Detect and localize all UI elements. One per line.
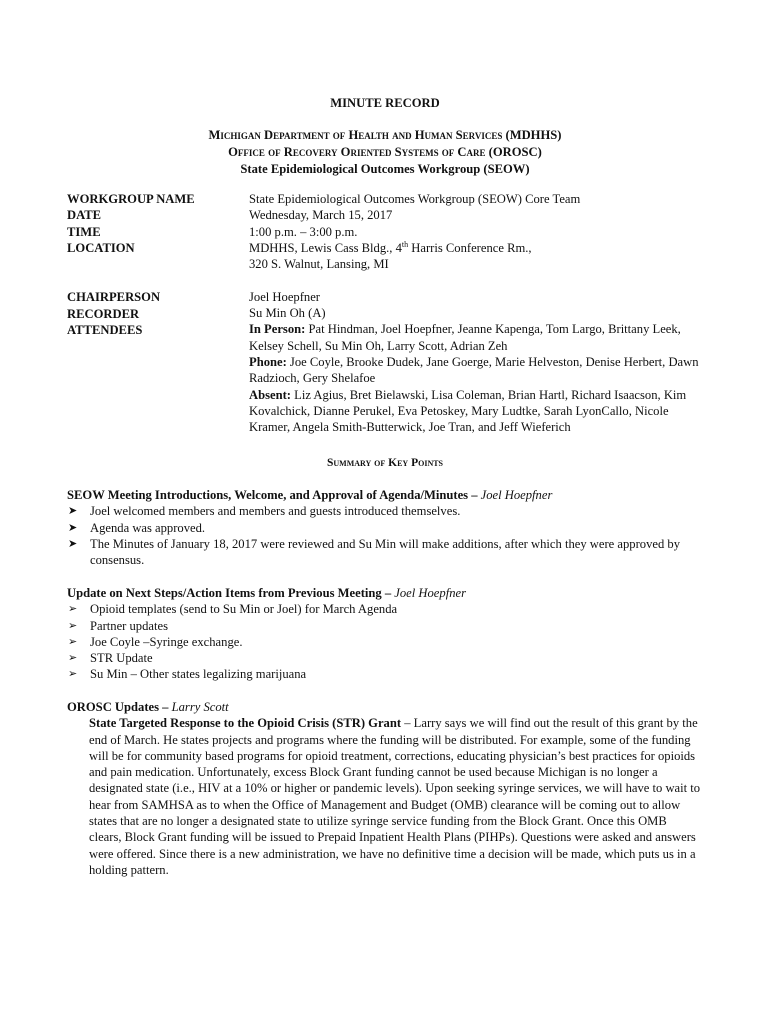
arrow-bullet-icon: ➢ <box>68 651 78 665</box>
arrow-bullet-icon: ➢ <box>68 602 78 616</box>
str-grant-paragraph: State Targeted Response to the Opioid Crisis (STR) Grant – Larry says we will find out the result of this grant by the end of March. He states projects and programs where the funding will be distributed. For example, some of the funding will be for community based programs for opioid treatment, corrections, educating physician’s best practices for opioids and pain medication. Unfortunately, excess Block Grant funding cannot be used because Michigan is no longer a designated state (i.e., HIV at a 10% or higher or pandemic levels). Upon seeking syringe services, we will have to wait to hear from SAMHSA as to when the Office of Management and Budget (OMB) clearance will be coming out to allow states that are no longer a designated state to utilize syringe service funding from the Block Grant. Once this OMB clears, Block Grant funding will be issued to Prepaid Inpatient Health Plans (PIHPs). Questions were asked and answers were offered. Since there is a new administration, we have no definitive time a decision will be made, which puts us in a holding pattern. <box>89 716 701 877</box>
section-introductions <box>67 487 702 568</box>
attendees-absent: Absent: Liz Agius, Bret Bielawski, Lisa Coleman, Brian Hartl, Richard Isaacson, Kim Kovalchick, Dianne Perukel, Eva Petoskey, Mary Ludtke, Sarah LyonCallo, Nicole Kramer, Angela Smith-Butterwick, Joe Tran, and Jeff Wieferich <box>249 387 687 435</box>
value-recorder: Su Min Oh (A) <box>249 306 326 321</box>
label-chairperson: CHAIRPERSON <box>67 290 161 305</box>
label-workgroup: WORKGROUP NAME <box>67 192 195 206</box>
document-title: MINUTE RECORD <box>330 96 440 110</box>
section-heading: SEOW Meeting Introductions, Welcome, and Approval of Agenda/Minutes – Joel Hoepfner <box>67 488 553 502</box>
org-workgroup: State Epidemiological Outcomes Workgroup (SEOW) <box>240 162 530 176</box>
label-time: TIME <box>67 224 101 239</box>
attendees-in-person: In Person: Pat Hindman, Joel Hoepfner, Jeanne Kapenga, Tom Largo, Brittany Leek, Kelsey Schell, Su Min Oh, Larry Scott, Adrian Zeh <box>249 322 681 353</box>
list-item: ➤ Agenda was approved. <box>68 520 206 535</box>
org-department: Michigan Department of Health and Human Services (MDHHS) <box>208 128 562 142</box>
value-date: Wednesday, March 15, 2017 <box>249 208 393 223</box>
label-location: LOCATION <box>67 241 135 256</box>
value-location: MDHHS, Lewis Cass Bldg., 4th Harris Conference Rm., <box>249 239 532 255</box>
attendees-phone: Phone: Joe Coyle, Brooke Dudek, Jane Goerge, Marie Helveston, Denise Herbert, Dawn Radzioch, Gery Shelafoe <box>249 355 699 386</box>
value-time: 1:00 p.m. – 3:00 p.m. <box>249 224 358 239</box>
section-next-steps <box>67 585 702 683</box>
info-labels <box>67 191 247 339</box>
arrow-bullet-icon: ➢ <box>68 667 78 681</box>
section-orosc-updates <box>67 699 702 878</box>
arrow-bullet-icon: ➢ <box>68 634 78 648</box>
info-values <box>249 191 699 436</box>
value-chairperson: Joel Hoepfner <box>249 289 320 304</box>
bullet-list <box>67 503 702 568</box>
arrow-bullet-icon: ➤ <box>68 520 78 534</box>
organization-header <box>0 127 770 178</box>
arrow-bullet-icon: ➢ <box>68 618 78 632</box>
list-item: ➢ Su Min – Other states legalizing marijuana <box>68 667 307 682</box>
arrow-bullet-icon: ➤ <box>68 504 78 518</box>
list-item: ➢ Joe Coyle –Syringe exchange. <box>68 634 243 649</box>
section-heading: OROSC Updates – Larry Scott <box>67 700 229 714</box>
org-office: Office of Recovery Oriented Systems of Care (OROSC) <box>228 145 542 159</box>
label-date: DATE <box>67 208 102 223</box>
section-heading: Update on Next Steps/Action Items from Previous Meeting – Joel Hoepfner <box>67 586 466 600</box>
arrow-bullet-icon: ➤ <box>68 536 78 550</box>
value-location-address: 320 S. Walnut, Lansing, MI <box>249 257 389 272</box>
list-item: ➢ Opioid templates (send to Su Min or Joel) for March Agenda <box>68 602 398 617</box>
list-item: ➢ STR Update <box>68 651 153 666</box>
list-item: ➤ The Minutes of January 18, 2017 were reviewed and Su Min will make additions, after which they were approved by consensus. <box>68 536 680 568</box>
bullet-list <box>67 601 702 682</box>
list-item: ➢ Partner updates <box>68 618 168 633</box>
value-workgroup: State Epidemiological Outcomes Workgroup (SEOW) Core Team <box>249 192 581 206</box>
list-item: ➤ Joel welcomed members and members and guests introduced themselves. <box>68 504 461 519</box>
label-attendees: ATTENDEES <box>67 323 143 338</box>
summary-heading: Summary of Key Points <box>326 457 444 469</box>
label-recorder: RECORDER <box>67 306 140 321</box>
